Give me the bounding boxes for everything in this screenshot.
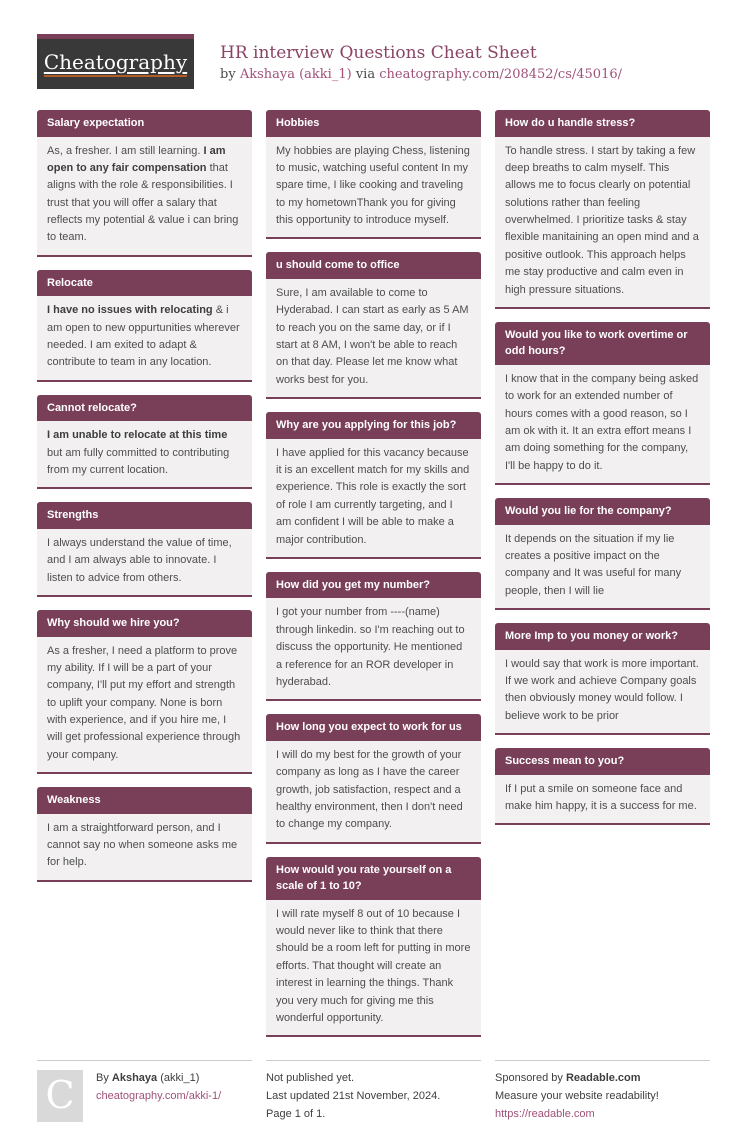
card-title: Relocate — [37, 270, 252, 297]
card-title: More Imp to you money or work? — [495, 623, 710, 650]
page-title: HR interview Questions Cheat Sheet — [220, 43, 537, 63]
card — [37, 270, 252, 382]
card-title: Would you lie for the company? — [495, 498, 710, 525]
card-title: Why are you applying for this job? — [266, 412, 481, 439]
sheet-url-link[interactable]: cheatography.com/208452/cs/45016/ — [379, 67, 623, 83]
card — [37, 395, 252, 490]
footer-author-handle: (akki_1) — [160, 1072, 200, 1085]
footer-sponsor-block — [495, 1060, 710, 1123]
byline-by-label: by — [220, 67, 236, 83]
avatar-letter: C — [45, 1073, 75, 1118]
author-profile-link[interactable]: cheatography.com/akki-1/ — [96, 1090, 222, 1103]
card-title: Strengths — [37, 502, 252, 529]
card — [266, 412, 481, 559]
card — [37, 502, 252, 597]
card-body: I would say that work is more important. If we work and achieve Company goals then obviously money would follow. I believe work to be prior — [505, 657, 699, 722]
card-body: If I put a smile on someone face and make him happy, it is a success for me. — [505, 782, 697, 812]
column-2 — [266, 110, 481, 1050]
card-body: I know that in the company being asked to work for an extended number of hours comes with a good reason, so I am ok with it. It an extra effort means I am doing something for the company, I'll be happy to do it. — [505, 372, 699, 472]
card-body: My hobbies are playing Chess, listening to music, watching useful content In my spare time, I like cooking and traveling to my hometownThank you for giving this opportunity to introduce myself. — [276, 144, 470, 226]
card-title: How would you rate yourself on a scale of 1 to 10? — [266, 857, 481, 900]
sponsor-name: Readable.com — [565, 1072, 641, 1085]
card-body: I am unable to relocate at this time but am fully committed to contributing from my current location. — [47, 429, 230, 476]
sponsor-line — [495, 1070, 710, 1088]
card-title: Weakness — [37, 787, 252, 814]
column-1 — [37, 110, 252, 895]
card-title: How do u handle stress? — [495, 110, 710, 137]
sponsor-link[interactable]: https://readable.com — [495, 1107, 595, 1120]
sponsor-tagline: Measure your website readability! — [495, 1090, 659, 1103]
card — [266, 252, 481, 399]
logo-box — [37, 39, 194, 89]
card-title: Cannot relocate? — [37, 395, 252, 422]
byline-via-label: via — [355, 67, 376, 83]
card — [37, 110, 252, 257]
card-title: Why should we hire you? — [37, 610, 252, 637]
card-title: How did you get my number? — [266, 572, 481, 599]
card-body: I always understand the value of time, and I am always able to innovate. I listen to advice from others. — [47, 536, 232, 584]
card-body: I have applied for this vacancy because it is an excellent match for my skills and experience. This role is exactly the sort of role I am currently targeting, and I am confident I will be able to make a major contribution. — [276, 446, 470, 546]
card-body: I will do my best for the growth of your company as long as I have the career growth, job satisfaction, respect and a healthy environment, then I don't need to change my company. — [276, 748, 463, 831]
card-title: Success mean to you? — [495, 748, 710, 775]
card-body: As a fresher, I need a platform to prove my ability. If I will be a part of your company, I'll put my effort and strength to uplift your company. None is born with experience, and if you hire me, I will get professional experience through your company. — [47, 644, 241, 761]
page-header — [37, 34, 712, 89]
card — [266, 714, 481, 843]
card-body: I got your number from ----(name) through linkedin. so I'm reaching out to discuss the opportunity. He mentioned a reference for an ROR developer in hyderabad. — [276, 606, 465, 688]
card — [266, 110, 481, 239]
byline — [220, 67, 622, 82]
card — [495, 623, 710, 735]
footer-author-line — [96, 1070, 221, 1088]
card-body: I am a straightforward person, and I cannot say no when someone asks me for help. — [47, 821, 238, 869]
card-title: u should come to office — [266, 252, 481, 279]
card-columns — [37, 110, 712, 1050]
page-count: Page 1 of 1. — [266, 1107, 326, 1120]
footer-author-text — [96, 1070, 221, 1123]
card — [37, 610, 252, 774]
card-body: Sure, I am available to come to Hyderabad. I can start as early as 5 AM to reach you on the same day, or if I start at 8 AM, I won't be able to reach on that day. Please let me know what works best for you. — [276, 286, 469, 386]
card-body: I have no issues with relocating & i am open to new oppurtunities wherever needed. I am exited to adapt & contribute to team in any location. — [47, 304, 240, 369]
card-title: Would you like to work overtime or odd hours? — [495, 322, 710, 365]
last-updated: Last updated 21st November, 2024. — [266, 1090, 441, 1103]
card-title: How long you expect to work for us — [266, 714, 481, 741]
card — [495, 498, 710, 610]
logo-wordmark: Cheatography — [44, 51, 187, 77]
card-body: To handle stress. I start by taking a few deep breaths to calm myself. This allows me to focus clearly on potential solutions rather than feeling overwhelmed. I prioritize tasks & stay flexible manitaining an open mind and a positive outlook. This approach helps me stay productive and calm even in high pressure situations. — [505, 144, 699, 296]
card — [37, 787, 252, 882]
card — [495, 322, 710, 485]
footer-status-block — [266, 1060, 481, 1123]
footer-author-block — [37, 1060, 252, 1123]
sponsor-prefix: Sponsored by — [495, 1072, 563, 1085]
card — [266, 572, 481, 701]
page-footer — [37, 1060, 712, 1123]
header-text — [220, 34, 622, 82]
author-link[interactable]: Akshaya (akki_1) — [239, 67, 352, 83]
column-3 — [495, 110, 710, 838]
footer-by-label: By — [96, 1072, 109, 1085]
cheatography-logo[interactable] — [37, 34, 194, 89]
card — [495, 110, 710, 309]
card-title: Salary expectation — [37, 110, 252, 137]
card-body: It depends on the situation if my lie creates a positive impact on the company and It was useful for many people, then I will lie — [505, 532, 682, 597]
card-title: Hobbies — [266, 110, 481, 137]
card — [495, 748, 710, 825]
card-body: As, a fresher. I am still learning. I am open to any fair compensation that aligns with the role & responsibilities. I trust that you will offer a salary that reflects my potential & value i can bring to team. — [47, 144, 239, 244]
card — [266, 857, 481, 1038]
footer-author-name: Akshaya — [111, 1072, 158, 1085]
avatar — [37, 1070, 83, 1122]
publish-status: Not published yet. — [266, 1072, 355, 1085]
card-body: I will rate myself 8 out of 10 because I would never like to think that there should be a room left for putting in more efforts. That thought will create an interest in learning the things. Thank you very much for giving me this wonderful opportunity. — [276, 907, 471, 1024]
